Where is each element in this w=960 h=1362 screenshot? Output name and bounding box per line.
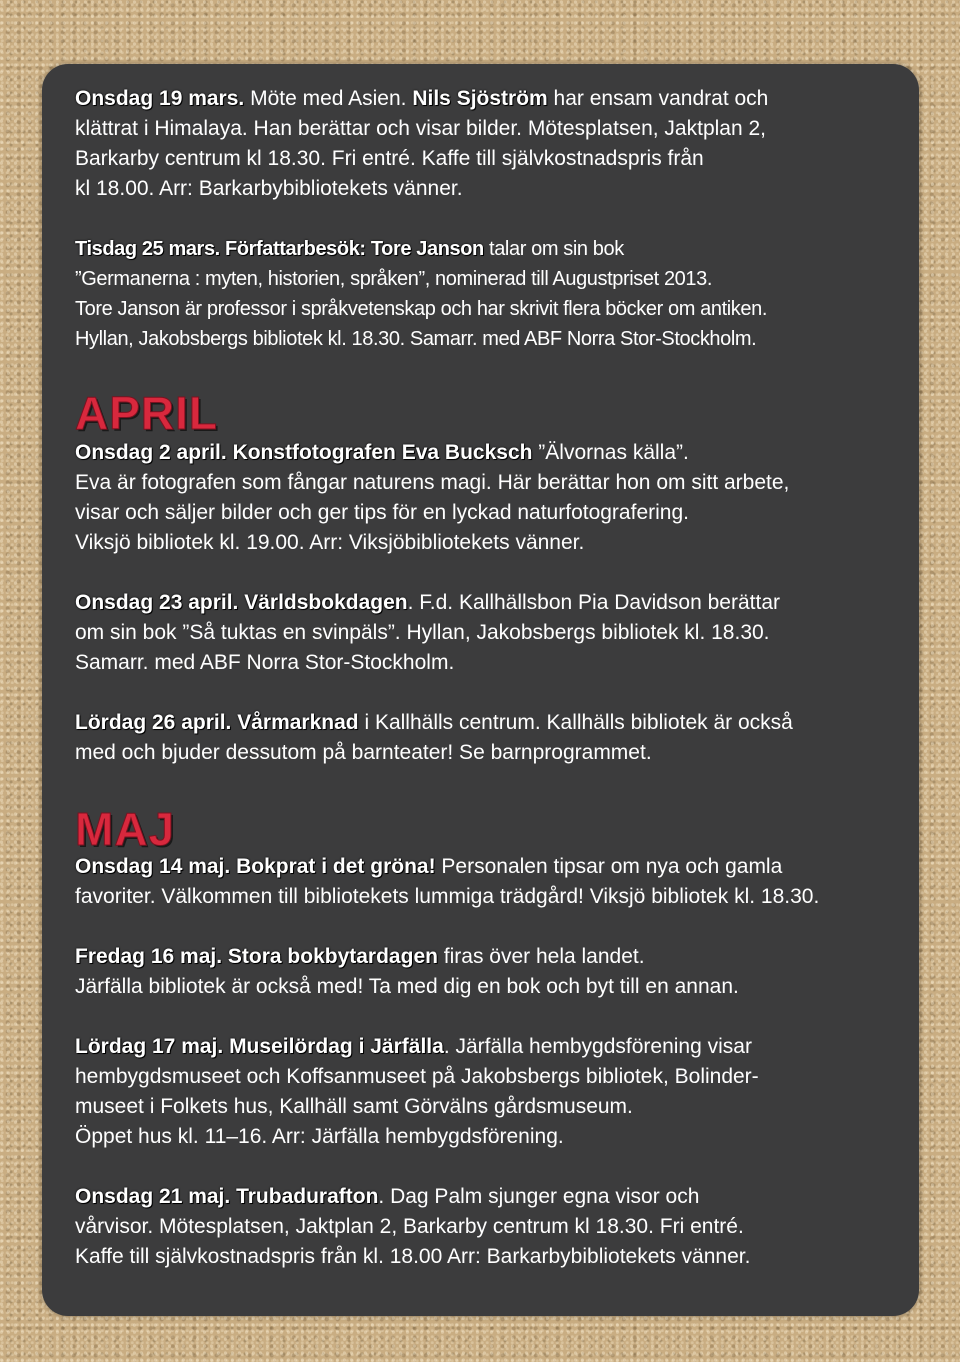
event-text: . F.d. Kallhällsbon Pia Davidson berättar <box>407 591 780 614</box>
event-date: Onsdag 23 april. <box>75 591 239 614</box>
month-heading-april: APRIL <box>75 387 218 439</box>
event-headline: Världsbokdagen <box>244 591 408 614</box>
event-line: favoriter. Välkommen till bibliotekets lummiga trädgård! Viksjö bibliotek kl. 18.30. <box>75 885 820 908</box>
event-line <box>75 708 905 738</box>
event-headline: Nils Sjöström <box>412 87 548 110</box>
event-date: Tisdag 25 mars. <box>75 238 220 260</box>
event-line: Kaffe till självkostnadspris från kl. 18.00 Arr: Barkarbybibliotekets vänner. <box>75 1245 751 1268</box>
event-line <box>75 942 905 972</box>
event-line: Tore Janson är professor i språkvetenskap och har skrivit flera böcker om antiken. <box>75 298 767 320</box>
event-list <box>75 84 905 1272</box>
event-line <box>75 84 905 114</box>
event-text: i Kallhälls centrum. Kallhälls bibliotek är också <box>358 711 793 734</box>
event-april-2 <box>75 438 905 558</box>
event-line: klättrat i Himalaya. Han berättar och visar bilder. Mötesplatsen, Jaktplan 2, <box>75 117 766 140</box>
event-march-25 <box>75 234 905 354</box>
event-line: Barkarby centrum kl 18.30. Fri entré. Kaffe till självkostnadspris från <box>75 147 704 170</box>
event-text: Möte med Asien. <box>244 87 413 110</box>
event-text: firas över hela landet. <box>437 945 645 968</box>
event-headline: Museilördag i Järfälla <box>229 1035 444 1058</box>
event-april-23 <box>75 588 905 678</box>
event-line: visar och säljer bilder och ger tips för en lyckad naturfotografering. <box>75 501 689 524</box>
event-text: Personalen tipsar om nya och gamla <box>435 855 783 878</box>
event-line <box>75 852 905 882</box>
event-line <box>75 1032 905 1062</box>
event-line: om sin bok ”Så tuktas en svinpäls”. Hyllan, Jakobsbergs bibliotek kl. 18.30. <box>75 621 770 644</box>
event-april-26 <box>75 708 905 768</box>
event-text: . Järfälla hembygdsförening visar <box>443 1035 752 1058</box>
event-line <box>75 1182 905 1212</box>
event-date: Fredag 16 maj. <box>75 945 223 968</box>
event-line: kl 18.00. Arr: Barkarbybibliotekets vänner. <box>75 177 463 200</box>
event-line: museet i Folkets hus, Kallhäll samt Görvälns gårdsmuseum. <box>75 1095 633 1118</box>
event-line: vårvisor. Mötesplatsen, Jaktplan 2, Barkarby centrum kl 18.30. Fri entré. <box>75 1215 744 1238</box>
event-date: Onsdag 19 mars. <box>75 87 245 110</box>
event-line <box>75 438 905 468</box>
event-line: Samarr. med ABF Norra Stor-Stockholm. <box>75 651 455 674</box>
event-headline: Vårmarknad <box>237 711 359 734</box>
event-text: talar om sin bok <box>483 238 624 260</box>
event-text: har ensam vandrat och <box>547 87 769 110</box>
event-date: Onsdag 21 maj. <box>75 1185 231 1208</box>
event-headline: Stora bokbytardagen <box>227 945 438 968</box>
event-date: Lördag 17 maj. <box>75 1035 224 1058</box>
event-may-21 <box>75 1182 905 1272</box>
event-headline: Trubadurafton <box>236 1185 379 1208</box>
event-date: Onsdag 2 april. <box>75 441 227 464</box>
event-march-19 <box>75 84 905 204</box>
event-headline: Bokprat i det gröna! <box>236 855 436 878</box>
event-may-17 <box>75 1032 905 1152</box>
event-headline: Författarbesök: Tore Janson <box>225 238 484 260</box>
month-heading-may: MAJ <box>75 803 176 855</box>
event-line: ”Germanerna : myten, historien, språken”, nominerad till Augustpriset 2013. <box>75 268 712 290</box>
event-line: Hyllan, Jakobsbergs bibliotek kl. 18.30. Samarr. med ABF Norra Stor-Stockholm. <box>75 328 757 350</box>
event-line: Öppet hus kl. 11–16. Arr: Järfälla hembygdsförening. <box>75 1125 564 1148</box>
event-headline: Konstfotografen Eva Bucksch <box>232 441 533 464</box>
event-date: Onsdag 14 maj. <box>75 855 231 878</box>
event-may-16 <box>75 942 905 1002</box>
event-may-14 <box>75 852 905 912</box>
event-date: Lördag 26 april. <box>75 711 232 734</box>
event-line <box>75 588 905 618</box>
event-line: hembygdsmuseet och Koffsanmuseet på Jakobsbergs bibliotek, Bolinder- <box>75 1065 759 1088</box>
event-line: Eva är fotografen som fångar naturens magi. Här berättar hon om sitt arbete, <box>75 471 790 494</box>
event-text: ”Älvornas källa”. <box>532 441 689 464</box>
event-line: Viksjö bibliotek kl. 19.00. Arr: Viksjöbibliotekets vänner. <box>75 531 585 554</box>
event-line: Järfälla bibliotek är också med! Ta med dig en bok och byt till en annan. <box>75 975 739 998</box>
event-text: . Dag Palm sjunger egna visor och <box>378 1185 700 1208</box>
event-line: med och bjuder dessutom på barnteater! Se barnprogrammet. <box>75 741 652 764</box>
event-line <box>75 234 905 264</box>
